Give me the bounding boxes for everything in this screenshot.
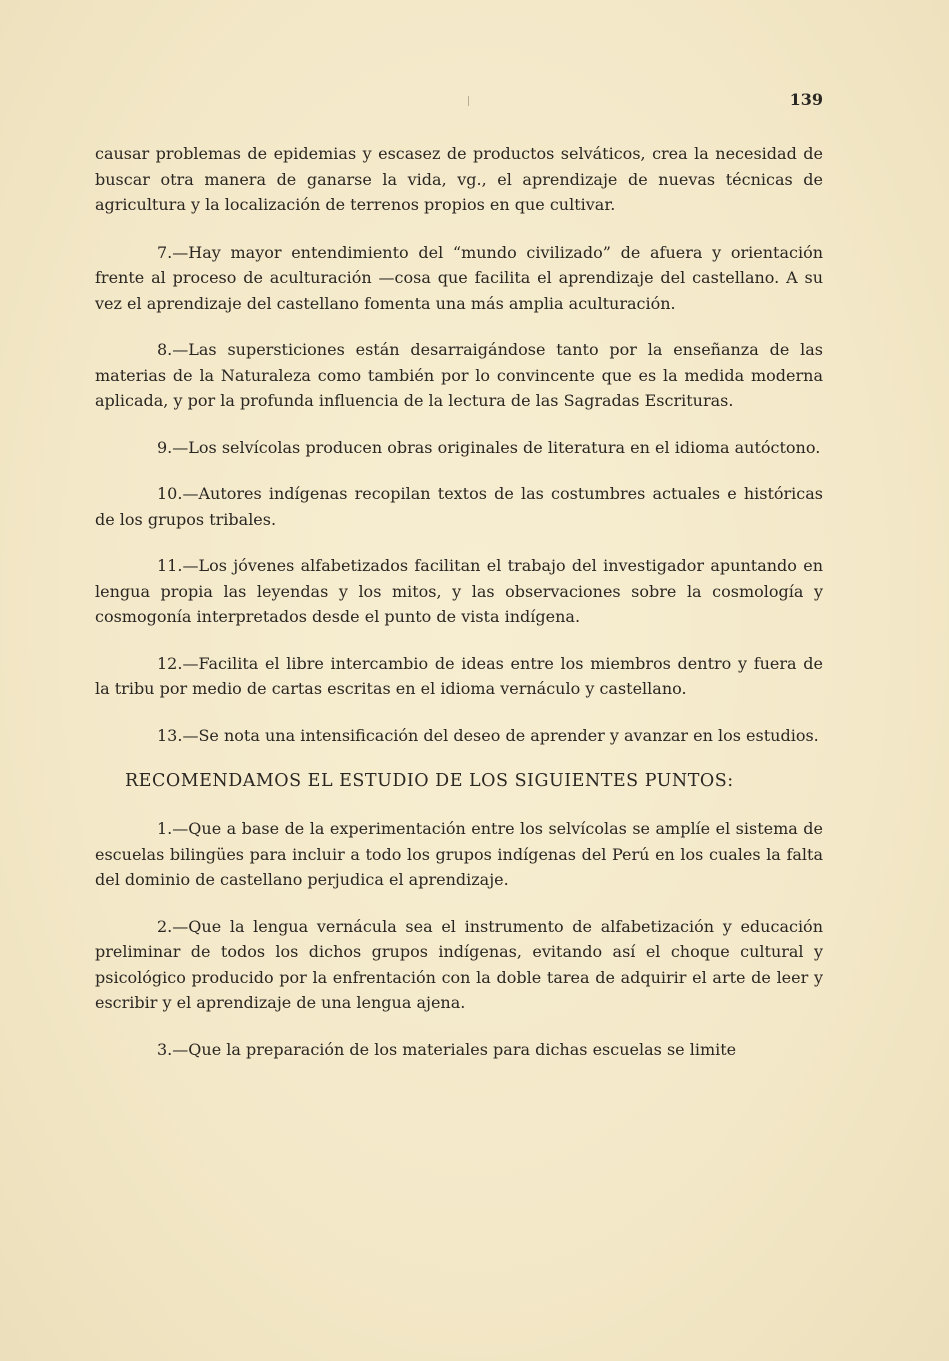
paragraph-text: —Autores indígenas recopilan textos de las costumbres actuales e históricas de los grupos tribales. bbox=[95, 484, 823, 529]
paragraph-text: —Las supersticiones están desarraigándose tanto por la enseñanza de las materias de la Naturaleza como también por lo convincente que es la medida moderna aplicada, y por la profunda influencia de la lectura de las Sagradas Escrituras. bbox=[95, 340, 823, 410]
paragraph-text: —Los jóvenes alfabetizados facilitan el trabajo del investigador apuntando en lengua propia las leyendas y los mitos, y las observaciones sobre la cosmología y cosmogonía interpretados desde el punto de vista indígena. bbox=[95, 556, 823, 626]
paragraph-number: 7. bbox=[157, 242, 173, 262]
paragraph-item-9 bbox=[95, 435, 823, 461]
paragraph-item-10 bbox=[95, 481, 823, 532]
paragraph-text: —Que a base de la experimentación entre los selvícolas se amplíe el sistema de escuelas bilingües para incluir a todo los grupos indígenas del Perú en los cuales la falta del dominio de castellano perjudica el aprendizaje. bbox=[95, 819, 823, 889]
paragraph-text: —Facilita el libre intercambio de ideas entre los miembros dentro y fuera de la tribu por medio de cartas escritas en el idioma vernáculo y castellano. bbox=[95, 653, 823, 698]
scan-mark bbox=[468, 96, 469, 106]
paragraph-continued bbox=[95, 141, 823, 218]
body-text bbox=[95, 141, 823, 1083]
paragraph-text: causar problemas de epidemias y escasez de productos selváticos, crea la necesidad de buscar otra manera de ganarse la vida, vg., el aprendizaje de nuevas técnicas de agricultura y la localización de terrenos propios en que cultivar. bbox=[95, 144, 823, 214]
paragraph-text: —Hay mayor entendimiento del “mundo civilizado” de afuera y orientación frente al proceso de aculturación —cosa que facilita el aprendizaje del castellano. A su vez el aprendizaje del castellano fomenta una más amplia aculturación. bbox=[95, 242, 823, 313]
paragraph-number: 10. bbox=[157, 484, 183, 503]
paragraph-item-12 bbox=[95, 651, 823, 702]
page-number: 139 bbox=[789, 90, 823, 109]
paragraph-item-8 bbox=[95, 337, 823, 414]
paragraph-number: 8. bbox=[157, 340, 173, 359]
paragraph-number: 9. bbox=[157, 437, 173, 457]
recommendation-item-2 bbox=[95, 914, 823, 1016]
paragraph-text: —Los selvícolas producen obras originales de literatura en el idioma autóctono. bbox=[172, 437, 821, 457]
paragraph-number: 12. bbox=[157, 653, 183, 673]
paragraph-item-7 bbox=[95, 240, 823, 317]
paragraph-text: —Que la preparación de los materiales para dichas escuelas se limite bbox=[172, 1039, 737, 1059]
paragraph-number: 3. bbox=[157, 1039, 173, 1059]
paragraph-number: 13. bbox=[157, 725, 183, 745]
paragraph-text: —Que la lengua vernácula sea el instrumento de alfabetización y educación preliminar de todos los dichos grupos indígenas, evitando así el choque cultural y psicológico producido por la enfrentación con la doble tarea de adquirir el arte de leer y escribir y el aprendizaje de una lengua ajena. bbox=[95, 916, 823, 1012]
paragraph-item-11 bbox=[95, 553, 823, 630]
paragraph-text: —Se nota una intensificación del deseo de aprender y avanzar en los estudios. bbox=[182, 725, 819, 745]
recommendation-item-1 bbox=[95, 816, 823, 893]
paragraph-item-13 bbox=[95, 723, 823, 749]
paragraph-number: 11. bbox=[157, 556, 183, 575]
recommendation-item-3 bbox=[95, 1037, 823, 1063]
paragraph-number: 2. bbox=[157, 916, 173, 936]
section-heading: RECOMENDAMOS EL ESTUDIO DE LOS SIGUIENTES PUNTOS: bbox=[125, 771, 734, 791]
paragraph-number: 1. bbox=[157, 819, 173, 838]
